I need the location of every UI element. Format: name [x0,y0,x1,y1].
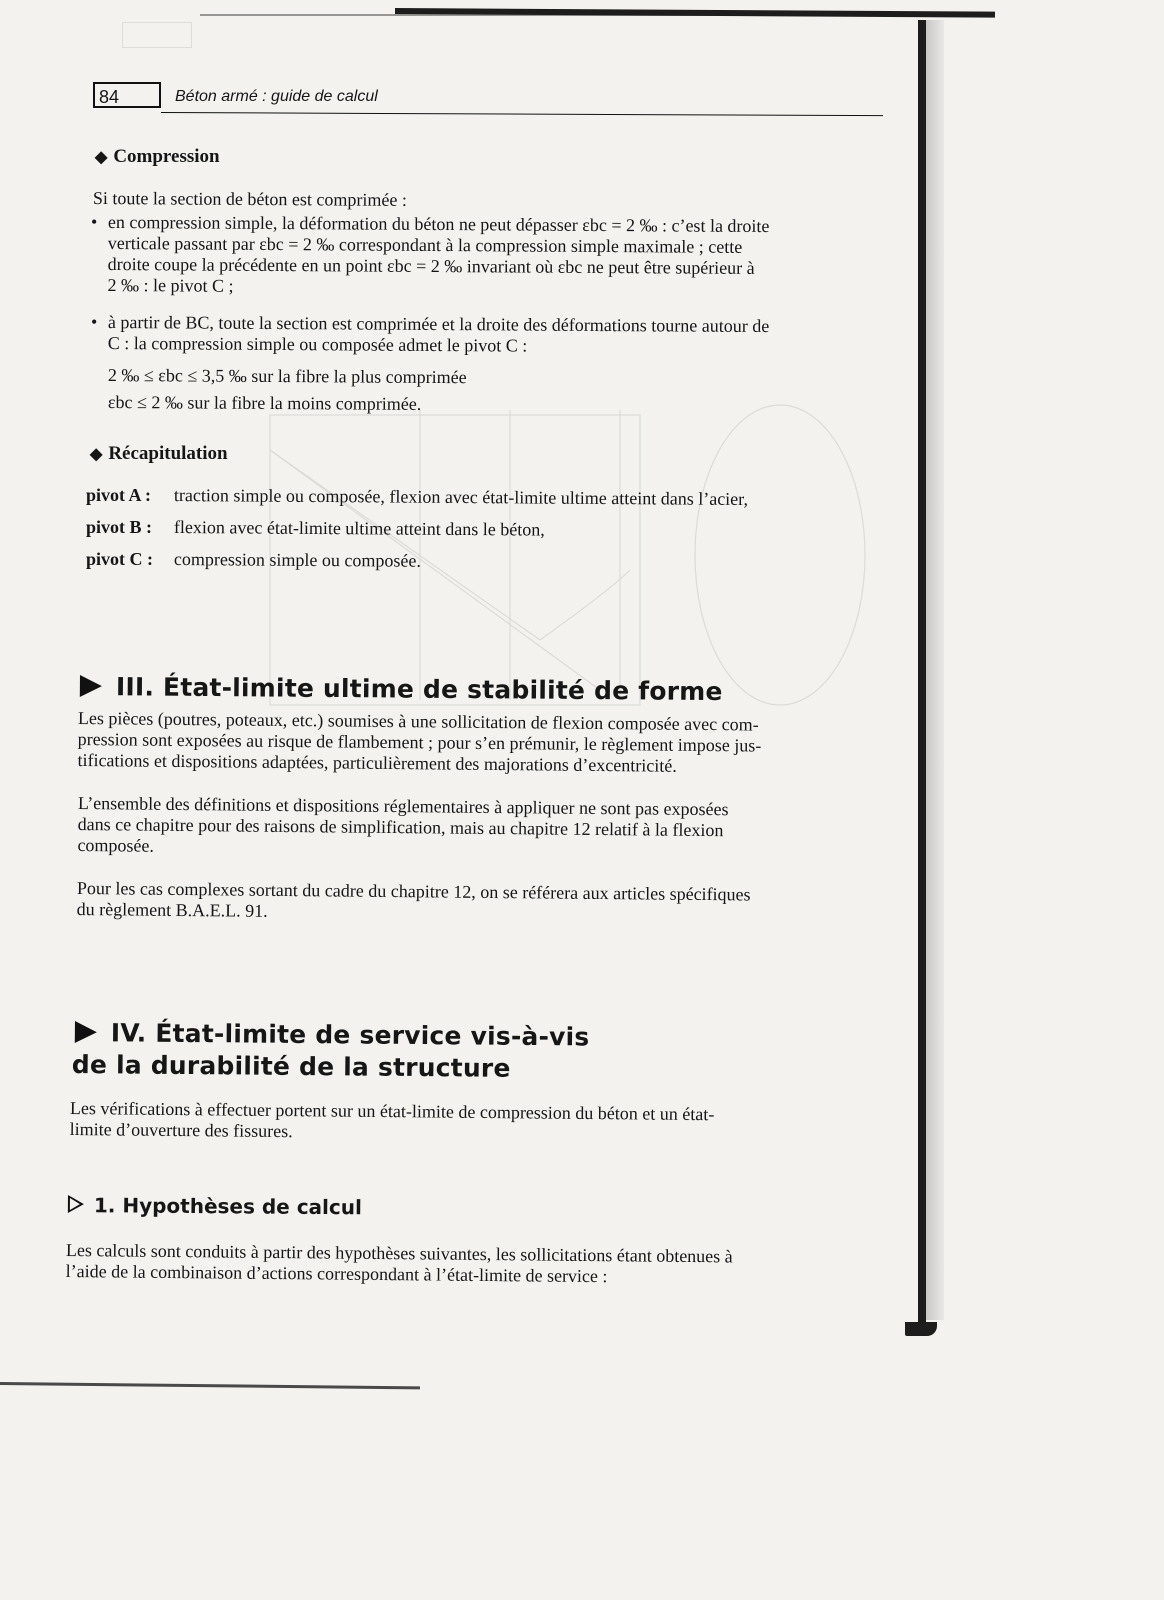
compression-condition-1: 2 ‰ ≤ εbc ≤ 3,5 ‰ sur la fibre la plus comprimée [107,365,467,388]
section-3-paragraph-3: Pour les cas complexes sortant du cadre du chapitre 12, on se référera aux articles spécifiques du règlement B.A.E.L. 91. [76,878,751,921]
compression-heading: ◆ Compression [95,146,220,167]
pivot-label: pivot A : [86,485,152,505]
diamond-icon: ◆ [90,446,103,463]
compression-condition-2: εbc ≤ 2 ‰ sur la fibre la moins comprimée. [107,392,422,414]
compression-bullet-2: à partir de BC, toute la section est comprimée et la droite des déformations tourne autour de C : la compression simple ou composée admet le pivot C : [107,312,770,356]
running-title: Béton armé : guide de calcul [175,88,378,105]
pivot-text: compression simple ou composée. [173,549,421,571]
compression-bullet-1: en compression simple, la déformation du béton ne peut dépasser εbc = 2 ‰ : c’est la droite verticale passant par εbc = 2 ‰ correspondant à la compression simple maximale ; cette droite coupe la précédente en un point εbc = 2 ‰ invariant où εbc ne peut être supérieur à 2 ‰ : le pivot C ; [107,212,770,296]
compression-intro: Si toute la section de béton est comprimée : [92,188,407,210]
diamond-icon: ◆ [95,149,108,166]
arrow-right-icon [75,1021,97,1043]
section-3-paragraph-2: L’ensemble des définitions et dispositions réglementaires à appliquer ne sont pas exposées dans ce chapitre pour des raisons de simplification, mais au chapitre 12 relatif à la flexion composée. [77,793,729,856]
outlined-arrow-icon [68,1195,84,1213]
section-3-paragraph-1: Les pièces (poutres, poteaux, etc.) soumises à une sollicitation de flexion composée avec com- pression sont exposées au risque de flambement ; pour s’en prémunir, le règlement impose jus- tifications et dispositions adaptées, particulièrement des majorations d’excentricité. [77,708,762,776]
pivot-label: pivot B : [86,517,153,537]
pivot-text: flexion avec état-limite ultime atteint dans le béton, [173,517,545,540]
section-4-paragraph-1: Les vérifications à effectuer portent sur un état-limite de compression du béton et un état- limite d’ouverture des fissures. [69,1098,715,1142]
bullet-icon: • [91,212,98,232]
arrow-right-icon [80,675,102,697]
pivot-text: traction simple ou composée, flexion avec état-limite ultime atteint dans l’acier, [173,485,749,510]
header-rule [161,112,883,116]
page-number: 84 [93,82,161,108]
page-header [93,82,883,120]
section-4-paragraph-2: Les calculs sont conduits à partir des hypothèses suivantes, les sollicitations étant obtenues à l’aide de la combinaison d’actions correspondant à l’état-limite de service : [65,1240,733,1287]
section-4-heading-line-2: de la durabilité de la structure [71,1050,511,1083]
pivot-label: pivot C : [86,549,153,569]
bullet-icon: • [91,312,98,332]
section-4-subheading: 1. Hypothèses de calcul [68,1193,362,1219]
section-3-heading: III. État-limite ultime de stabilité de forme [80,672,723,706]
recap-heading: ◆ Récapitulation [90,443,228,464]
section-4-heading: IV. État-limite de service vis-à-vis [75,1018,590,1051]
